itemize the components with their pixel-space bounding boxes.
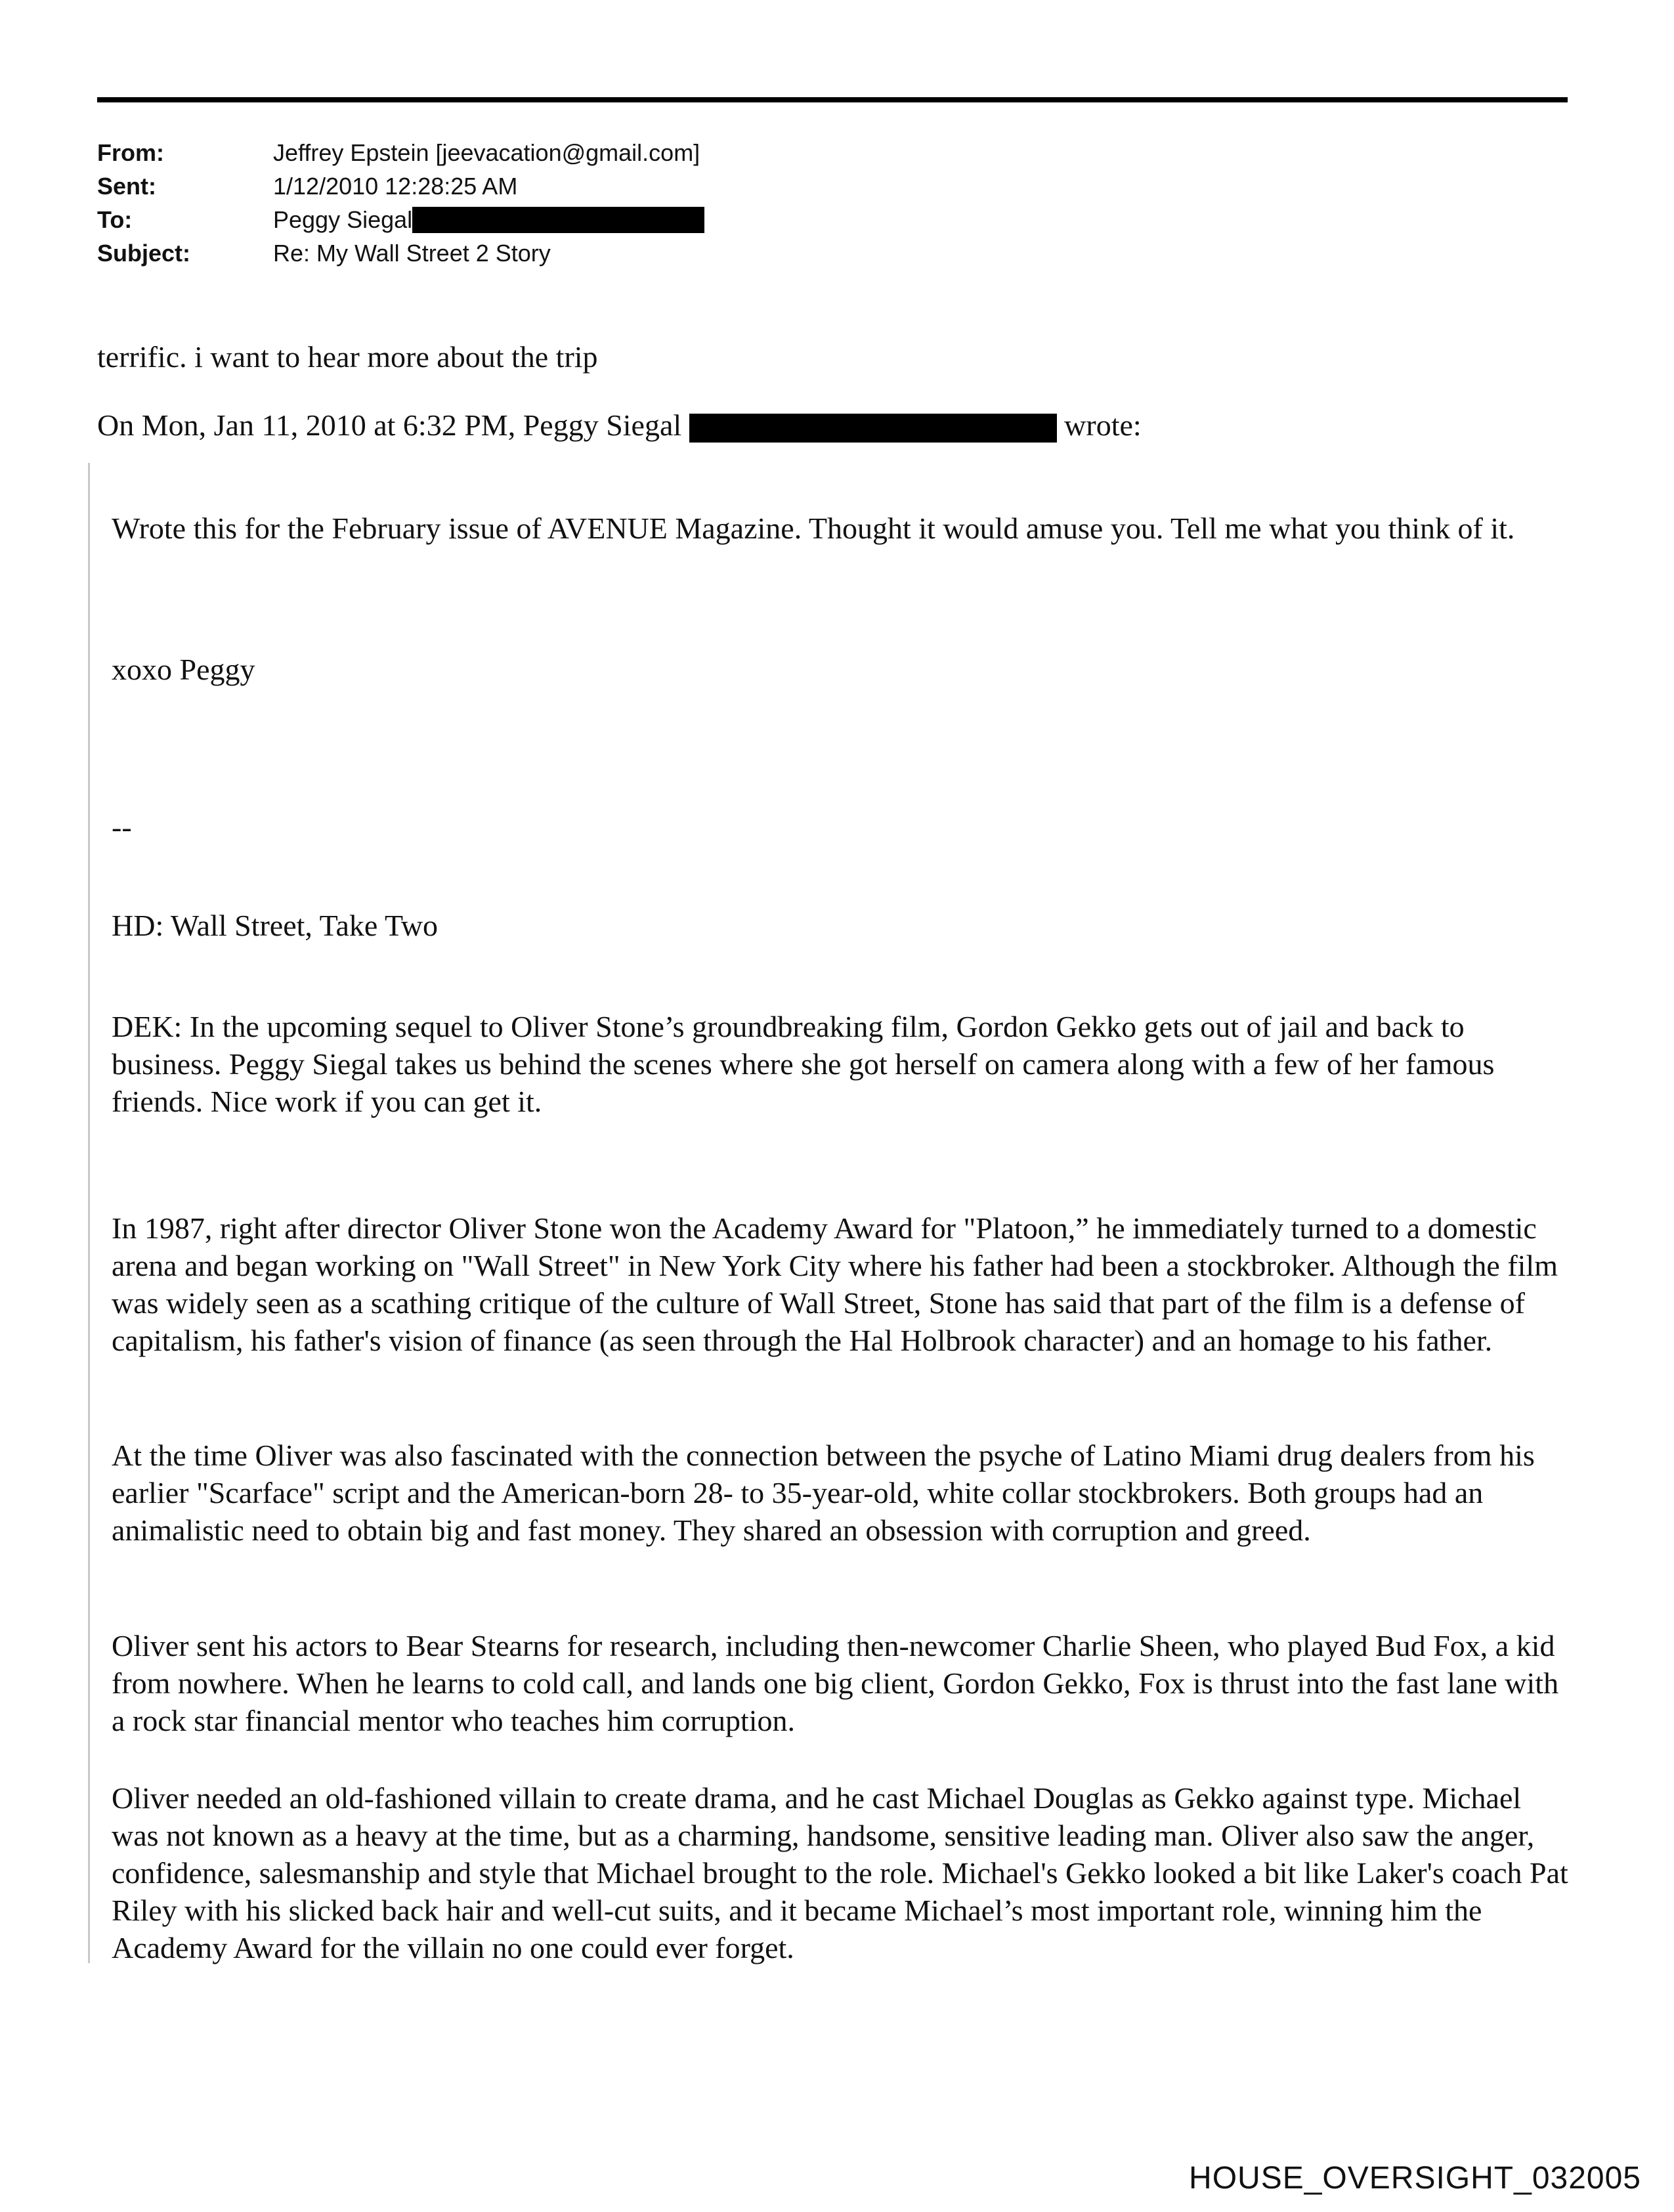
- article-paragraph: In 1987, right after director Oliver Stone won the Academy Award for "Platoon,” he immediately turned to a domestic arena and began working on "Wall Street" in New York City where his father had been a stockbroker. Although the film was widely seen as a scathing critique of the culture of Wall Street, Stone has said that part of the film is a defense of capitalism, his father's vision of finance (as seen through the Hal Holbrook character) and an homage to his father.: [112, 1211, 1558, 1357]
- article-hd: HD: Wall Street, Take Two: [112, 909, 439, 942]
- to-value: Peggy Siegal: [273, 206, 413, 233]
- reply-text: terrific. i want to hear more about the trip: [97, 340, 598, 374]
- quoted-intro: Wrote this for the February issue of AVENUE Magazine. Thought it would amuse you. Tell me what you think of it.: [112, 511, 1515, 545]
- sent-row: [97, 169, 704, 203]
- quote-intro-prefix: On Mon, Jan 11, 2010 at 6:32 PM, Peggy Siegal: [97, 408, 682, 442]
- sent-value: 1/12/2010 12:28:25 AM: [273, 173, 518, 200]
- article-paragraph: Oliver sent his actors to Bear Stearns for research, including then-newcomer Charlie Sheen, who played Bud Fox, a kid from nowhere. When he learns to cold call, and lands one big client, Gordon Gekko, Fox is thrust into the fast lane with a rock star financial mentor who teaches him corruption.: [112, 1629, 1559, 1737]
- quoted-separator: --: [112, 810, 132, 844]
- from-row: [97, 136, 704, 169]
- subject-label: Subject:: [97, 240, 191, 267]
- email-header: [97, 136, 704, 270]
- header-rule: [97, 97, 1568, 102]
- article-dek: DEK: In the upcoming sequel to Oliver Stone’s groundbreaking film, Gordon Gekko gets out of jail and back to business. Peggy Siegal takes us behind the scenes where she got herself on camera along with a few of her famous friends. Nice work if you can get it.: [112, 1010, 1495, 1118]
- quoted-signoff: xoxo Peggy: [112, 653, 255, 686]
- quote-intro-suffix: wrote:: [1064, 408, 1142, 442]
- article-paragraph: Oliver needed an old-fashioned villain to create drama, and he cast Michael Douglas as Gekko against type. Michael was not known as a heavy at the time, but as a charming, handsome, sensitive leading man. Oliver also saw the anger, confidence, salesmanship and style that Michael brought to the role. Michael's Gekko looked a bit like Laker's coach Pat Riley with his slicked back hair and well-cut suits, and it became Michael’s most important role, winning him the Academy Award for the villain no one could ever forget.: [112, 1781, 1568, 1964]
- from-value: Jeffrey Epstein [jeevacation@gmail.com]: [273, 139, 700, 166]
- sent-label: Sent:: [97, 173, 156, 200]
- to-row: [97, 203, 704, 236]
- quote-intro: [97, 406, 1142, 444]
- subject-row: [97, 236, 704, 270]
- quote-bar: [88, 463, 90, 1963]
- bates-number: HOUSE_OVERSIGHT_032005: [1189, 2161, 1641, 2196]
- from-label: From:: [97, 139, 164, 166]
- subject-value: Re: My Wall Street 2 Story: [273, 240, 551, 267]
- redaction-bar: [412, 207, 704, 233]
- redaction-bar: [689, 414, 1057, 443]
- article-paragraph: At the time Oliver was also fascinated with the connection between the psyche of Latino Miami drug dealers from his earlier "Scarface" script and the American-born 28- to 35-year-old, white collar stockbrokers. Both groups had an animalistic need to obtain big and fast money. They shared an obsession with corruption and greed.: [112, 1439, 1535, 1547]
- to-label: To:: [97, 206, 133, 233]
